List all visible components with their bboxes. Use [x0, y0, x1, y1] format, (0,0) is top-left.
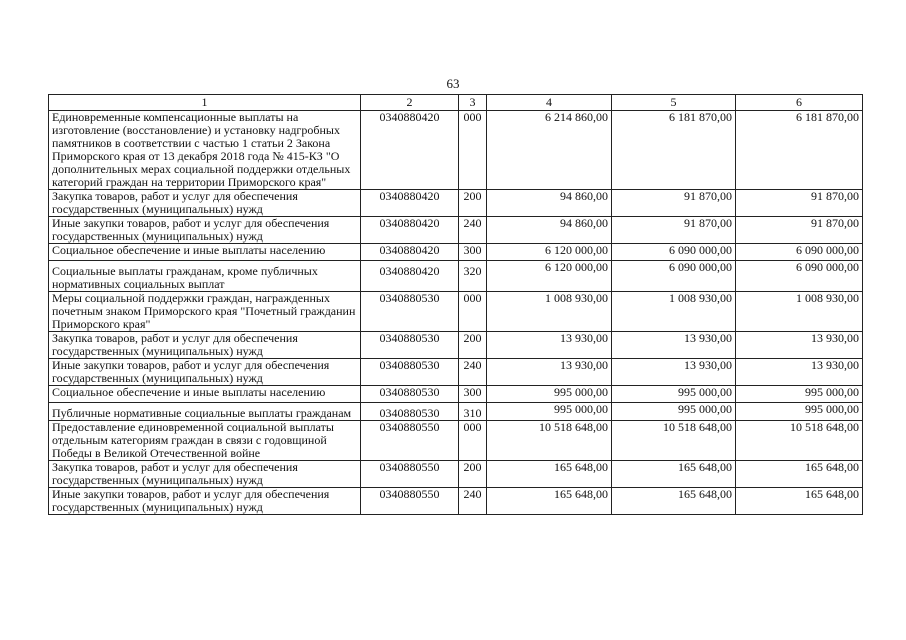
row-amount-col4: 1 008 930,00 [487, 292, 612, 332]
column-header: 2 [361, 95, 459, 111]
row-amount-col5: 6 181 870,00 [612, 111, 736, 190]
row-amount-col4: 995 000,00 [487, 386, 612, 403]
row-amount-col5: 91 870,00 [612, 190, 736, 217]
row-amount-col6: 165 648,00 [736, 461, 863, 488]
column-header: 5 [612, 95, 736, 111]
row-amount-col5: 995 000,00 [612, 403, 736, 421]
row-target-code: 0340880550 [361, 421, 459, 461]
row-target-code: 0340880530 [361, 386, 459, 403]
table-row [49, 403, 863, 421]
row-amount-col4: 6 120 000,00 [487, 244, 612, 261]
row-amount-col4: 13 930,00 [487, 359, 612, 386]
table-row [49, 386, 863, 403]
row-description: Иные закупки товаров, работ и услуг для обеспечения государственных (муниципальных) нужд [49, 217, 361, 244]
row-amount-col6: 13 930,00 [736, 359, 863, 386]
row-amount-col6: 13 930,00 [736, 332, 863, 359]
row-description: Иные закупки товаров, работ и услуг для обеспечения государственных (муниципальных) нужд [49, 359, 361, 386]
row-amount-col4: 6 214 860,00 [487, 111, 612, 190]
row-expense-type: 300 [459, 386, 487, 403]
row-amount-col4: 94 860,00 [487, 217, 612, 244]
row-amount-col5: 165 648,00 [612, 461, 736, 488]
table-row [49, 261, 863, 292]
row-description: Закупка товаров, работ и услуг для обеспечения государственных (муниципальных) нужд [49, 332, 361, 359]
row-description: Социальное обеспечение и иные выплаты населению [49, 386, 361, 403]
row-amount-col4: 165 648,00 [487, 488, 612, 515]
row-amount-col5: 1 008 930,00 [612, 292, 736, 332]
row-amount-col4: 995 000,00 [487, 403, 612, 421]
table-row [49, 244, 863, 261]
column-header: 1 [49, 95, 361, 111]
table-row [49, 190, 863, 217]
row-amount-col6: 6 090 000,00 [736, 244, 863, 261]
row-amount-col4: 165 648,00 [487, 461, 612, 488]
row-expense-type: 000 [459, 111, 487, 190]
row-amount-col6: 995 000,00 [736, 403, 863, 421]
row-amount-col6: 1 008 930,00 [736, 292, 863, 332]
row-target-code: 0340880420 [361, 261, 459, 292]
table-row [49, 292, 863, 332]
row-description: Иные закупки товаров, работ и услуг для обеспечения государственных (муниципальных) нужд [49, 488, 361, 515]
row-description: Публичные нормативные социальные выплаты гражданам [49, 403, 361, 421]
page-number: 63 [446, 76, 460, 91]
row-expense-type: 320 [459, 261, 487, 292]
row-expense-type: 240 [459, 359, 487, 386]
row-amount-col6: 6 090 000,00 [736, 261, 863, 292]
row-amount-col4: 6 120 000,00 [487, 261, 612, 292]
row-amount-col6: 91 870,00 [736, 217, 863, 244]
table-row [49, 488, 863, 515]
row-target-code: 0340880420 [361, 190, 459, 217]
table-header-row [49, 95, 863, 111]
row-amount-col6: 995 000,00 [736, 386, 863, 403]
row-expense-type: 200 [459, 461, 487, 488]
row-expense-type: 240 [459, 217, 487, 244]
row-expense-type: 200 [459, 332, 487, 359]
row-amount-col6: 6 181 870,00 [736, 111, 863, 190]
row-target-code: 0340880530 [361, 292, 459, 332]
row-expense-type: 200 [459, 190, 487, 217]
column-header: 6 [736, 95, 863, 111]
row-expense-type: 000 [459, 292, 487, 332]
column-header: 4 [487, 95, 612, 111]
row-target-code: 0340880530 [361, 359, 459, 386]
row-target-code: 0340880550 [361, 461, 459, 488]
row-target-code: 0340880550 [361, 488, 459, 515]
row-description: Закупка товаров, работ и услуг для обеспечения государственных (муниципальных) нужд [49, 190, 361, 217]
budget-table [48, 94, 863, 515]
row-amount-col5: 6 090 000,00 [612, 261, 736, 292]
row-expense-type: 000 [459, 421, 487, 461]
row-target-code: 0340880530 [361, 403, 459, 421]
row-description: Социальное обеспечение и иные выплаты населению [49, 244, 361, 261]
row-amount-col6: 91 870,00 [736, 190, 863, 217]
row-description: Единовременные компенсационные выплаты на изготовление (восстановление) и установку надгробных памятников в соответствии с частью 1 статьи 2 Закона Приморского края от 13 декабря 2018 года № 415-КЗ "О дополнительных мерах социальной поддержки отдельных категорий граждан на территории Приморского края" [49, 111, 361, 190]
table-row [49, 217, 863, 244]
row-description: Закупка товаров, работ и услуг для обеспечения государственных (муниципальных) нужд [49, 461, 361, 488]
row-amount-col5: 6 090 000,00 [612, 244, 736, 261]
row-description: Социальные выплаты гражданам, кроме публичных нормативных социальных выплат [49, 261, 361, 292]
table-row [49, 359, 863, 386]
row-amount-col4: 94 860,00 [487, 190, 612, 217]
row-amount-col5: 13 930,00 [612, 359, 736, 386]
row-expense-type: 300 [459, 244, 487, 261]
row-target-code: 0340880420 [361, 111, 459, 190]
row-target-code: 0340880420 [361, 217, 459, 244]
row-description: Меры социальной поддержки граждан, награжденных почетным знаком Приморского края "Почетный гражданин Приморского края" [49, 292, 361, 332]
row-target-code: 0340880530 [361, 332, 459, 359]
table-row [49, 421, 863, 461]
row-amount-col5: 13 930,00 [612, 332, 736, 359]
row-target-code: 0340880420 [361, 244, 459, 261]
row-amount-col6: 10 518 648,00 [736, 421, 863, 461]
row-amount-col5: 91 870,00 [612, 217, 736, 244]
row-expense-type: 310 [459, 403, 487, 421]
row-amount-col5: 165 648,00 [612, 488, 736, 515]
table-row [49, 332, 863, 359]
table-row [49, 111, 863, 190]
column-header: 3 [459, 95, 487, 111]
row-amount-col4: 13 930,00 [487, 332, 612, 359]
table-row [49, 461, 863, 488]
row-amount-col6: 165 648,00 [736, 488, 863, 515]
row-expense-type: 240 [459, 488, 487, 515]
row-amount-col5: 10 518 648,00 [612, 421, 736, 461]
row-description: Предоставление единовременной социальной выплаты отдельным категориям граждан в связи с годовщиной Победы в Великой Отечественной войне [49, 421, 361, 461]
row-amount-col5: 995 000,00 [612, 386, 736, 403]
row-amount-col4: 10 518 648,00 [487, 421, 612, 461]
